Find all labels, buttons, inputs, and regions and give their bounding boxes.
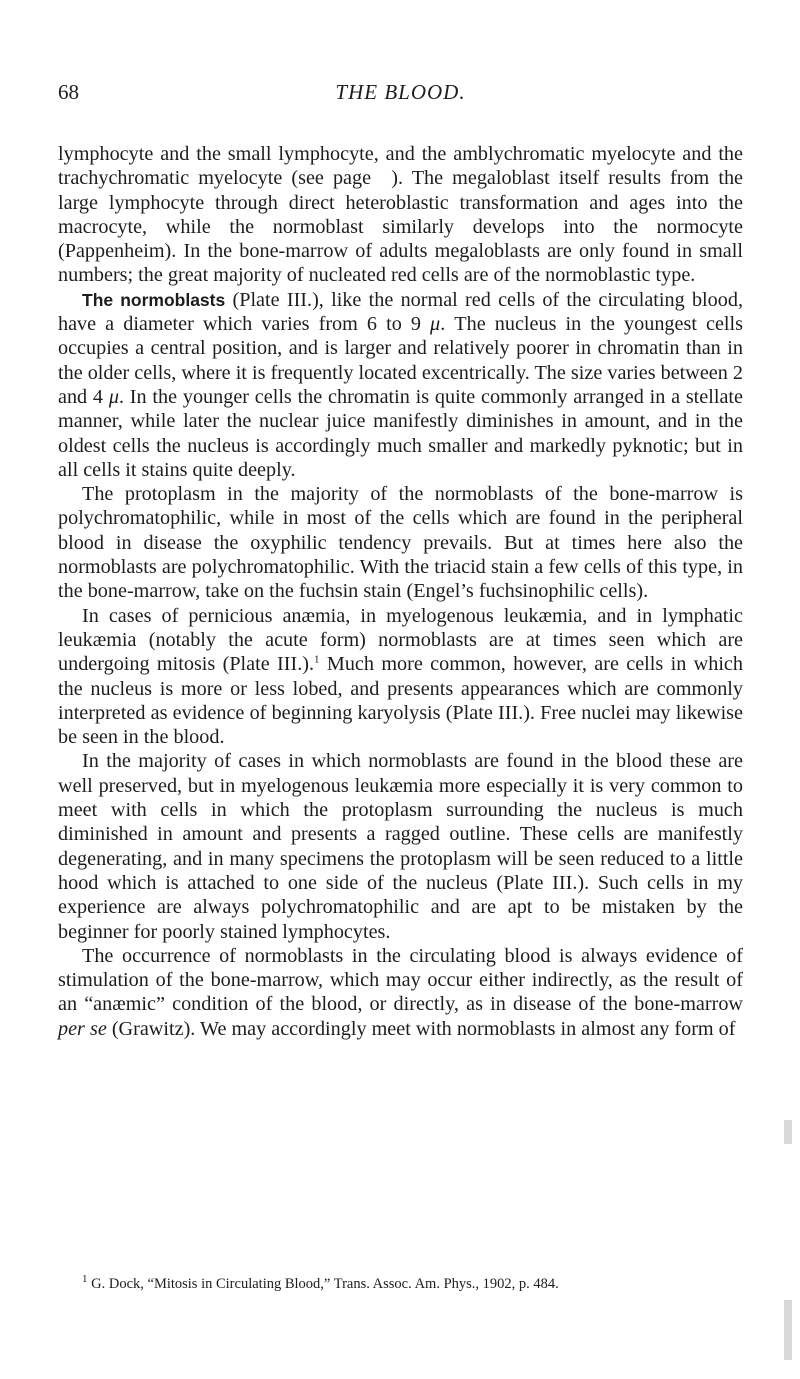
paragraph-mitosis (58, 604, 743, 750)
paragraph-text: . In the younger cells the chromatin is quite commonly arranged in a stellate manner, while later the nuclear juice manifestly diminishes in amount, and in the oldest cells the nucleus is accordingly much smaller and markedly pyknotic; but in all cells it stains quite deeply. (58, 385, 743, 481)
page-edge-shadow (784, 1300, 792, 1360)
paragraph-occurrence (58, 944, 743, 1041)
page-number: 68 (58, 80, 79, 104)
micron-symbol: μ (430, 313, 441, 336)
paragraph-protoplasm: The protoplasm in the majority of the normoblasts of the bone-marrow is polychromatophilic, while in most of the cells which are found in the peripheral blood in disease the oxyphilic tendency prevails. But at times here also the normoblasts are polychromatophilic. With the triacid stain a few cells of this type, in the bone-marrow, take on the fuchsin stain (Engel’s fuchsinophilic cells). (58, 483, 743, 603)
body-text (58, 142, 743, 1041)
running-title: THE BLOOD. (335, 80, 466, 104)
paragraph-text: (Plate III.), like the normal red cells of the circulating blood, have a diameter which varies from 6 to 9 (58, 288, 743, 336)
footnote (82, 1275, 742, 1293)
footnote-text: G. Dock, “Mitosis in Circulating Blood,” Trans. Assoc. Am. Phys., 1902, p. 484. (87, 1276, 559, 1292)
paragraph-lead-term: The normoblasts (82, 289, 226, 310)
footnote-reference: 1 (314, 653, 320, 666)
paragraph-text: In cases of pernicious anæmia, in myelogenous leukæmia, and in lymphatic leukæmia (notably the acute form) normoblasts are at times seen which are undergoing mitosis (Plate III.). (58, 604, 743, 676)
page-edge-shadow (784, 1120, 792, 1144)
paragraph-text: (Grawitz). We may accordingly meet with normoblasts in almost any form of (106, 1017, 736, 1040)
paragraph-text: Much more common, however, are cells in which the nucleus is more or less lobed, and presents appearances which are commonly interpreted as evidence of beginning karyolysis (Plate III.). Free nuclei may likewise be seen in the blood. (58, 653, 743, 749)
footnote-marker: 1 (82, 1273, 88, 1286)
paragraph-degeneration: In the majority of cases in which normoblasts are found in the blood these are well preserved, but in myelogenous leukæmia more especially it is very common to meet with cells in which the protoplasm surrounding the nucleus is much diminished in amount and presents a ragged outline. These cells are manifestly degenerating, and in many specimens the protoplasm will be seen reduced to a little hood which is attached to one side of the nucleus (Plate III.). Such cells in my experience are always polychromatophilic and are apt to be mistaken by the beginner for poorly stained lymphocytes. (58, 750, 743, 943)
paragraph-normoblasts (58, 288, 743, 482)
paragraph-text: The occurrence of normoblasts in the circulating blood is always evidence of stimulation of the bone-marrow, which may occur either indirectly, as the result of an “anæmic” condition of the blood, or directly, as in disease of the bone-marrow (58, 944, 743, 1016)
paragraph-text: . The nucleus in the youngest cells occupies a central position, and is larger and relatively poorer in chromatin than in the older cells, where it is frequently located excentrically. The size varies between 2 and 4 (58, 313, 743, 408)
latin-term: per se (58, 1017, 107, 1040)
page-header (58, 80, 743, 112)
paragraph-continuation: lymphocyte and the small lymphocyte, and the amblychromatic myelocyte and the trachychromatic myelocyte (see page ). The megaloblast itself results from the large lymphocyte through direct heteroblastic transformation and ages into the macrocyte, while the normoblast similarly develops into the normocyte (Pappenheim). In the bone-marrow of adults megaloblasts are only found in small numbers; the great majority of nucleated red cells are of the normoblastic type. (58, 143, 743, 287)
micron-symbol: μ (108, 385, 119, 408)
